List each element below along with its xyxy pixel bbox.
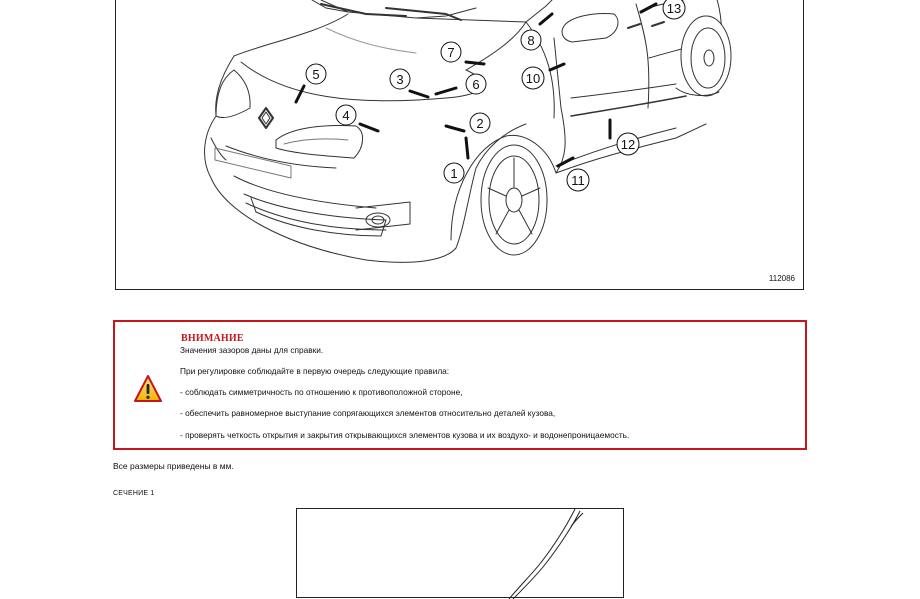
warning-triangle-icon (133, 374, 163, 404)
callout-label: 2 (476, 116, 484, 131)
callout-5 (296, 64, 326, 102)
warning-line: При регулировке соблюдайте в первую очередь следующие правила: (180, 366, 450, 376)
section-label: СЕЧЕНИЕ 1 (113, 490, 155, 497)
callout-label: 12 (620, 137, 636, 152)
callout-8 (521, 14, 552, 50)
callout-label: 10 (525, 71, 541, 86)
callout-label: 1 (450, 166, 458, 181)
units-note: Все размеры приведены в мм. (113, 461, 234, 471)
callout-label: 6 (472, 77, 480, 92)
figure-number: 112086 (768, 274, 795, 283)
warning-box (113, 320, 807, 450)
warning-title: ВНИМАНИЕ (181, 333, 244, 344)
warning-line: - обеспечить равномерное выступание сопрягающихся элементов относительно деталей кузова, (180, 408, 556, 418)
section-drawing (297, 509, 625, 599)
section-figure (296, 508, 624, 598)
callout-label: 4 (342, 108, 350, 123)
callout-label: 13 (666, 1, 682, 16)
callout-label: 3 (396, 72, 404, 87)
car-illustration-figure (115, 0, 804, 290)
callout-label: 8 (527, 33, 535, 48)
callout-label: 11 (571, 173, 585, 188)
warning-line: Значения зазоров даны для справки. (180, 345, 324, 355)
car-drawing (116, 0, 805, 290)
warning-line: - проверять четкость открытия и закрытия открывающихся элементов кузова и их воздухо- и водонепроницаемость. (180, 430, 630, 440)
callout-label: 7 (447, 45, 455, 60)
callout-label: 5 (312, 67, 320, 82)
warning-line: - соблюдать симметричность по отношению к противоположной стороне, (180, 387, 463, 397)
